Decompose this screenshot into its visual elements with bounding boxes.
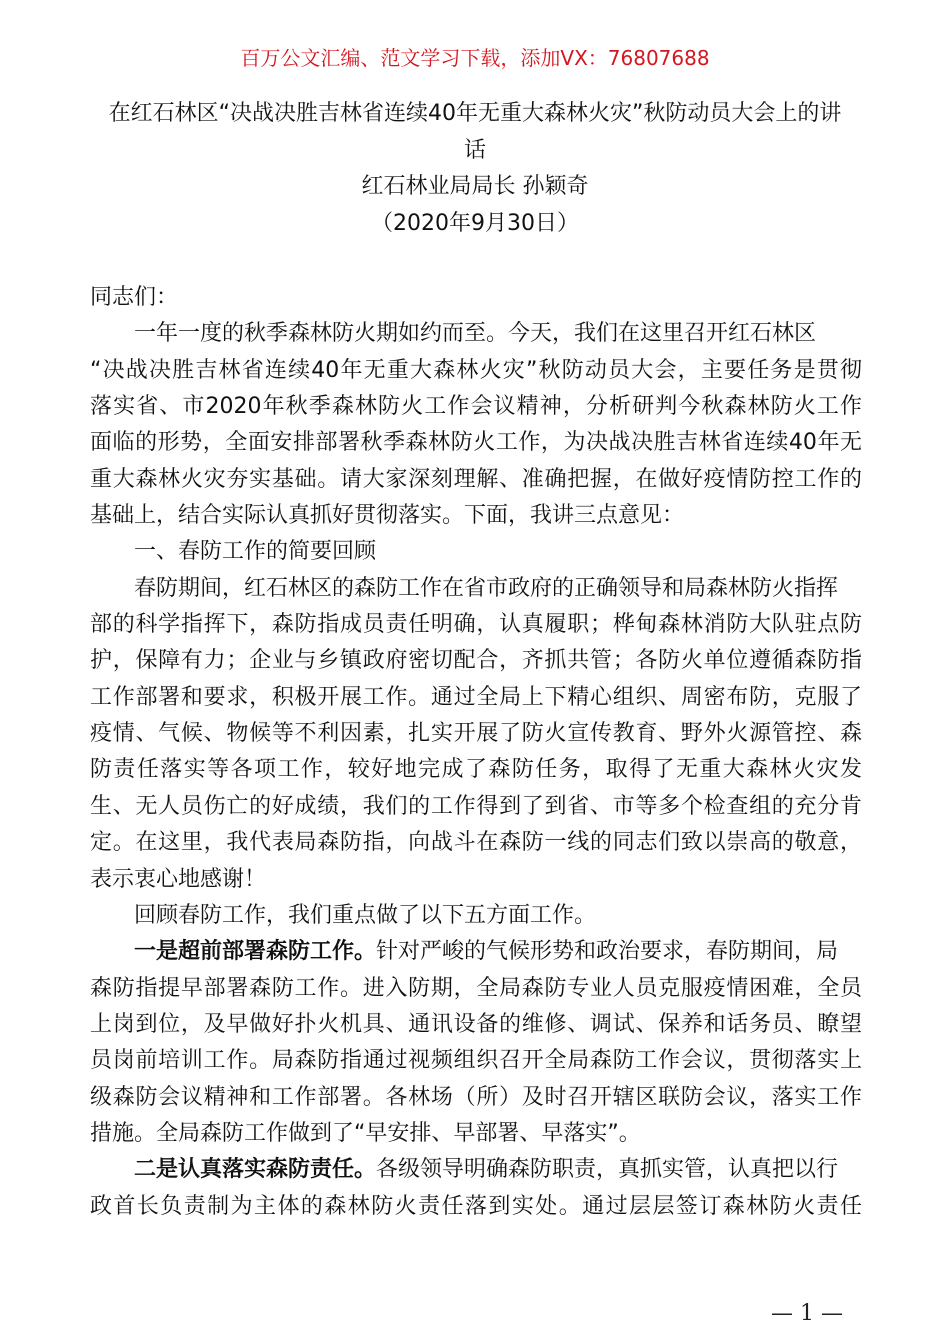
p3-line: 回顾春防工作，我们重点做了以下五方面工作。 (134, 902, 597, 928)
p4-line: 上岗到位，及早做好扑火机具、通讯设备的维修、调试、保养和话务员、瞭望 (90, 1011, 862, 1037)
title-line-2: 话 (463, 137, 486, 163)
p1-line: 一年一度的秋季森林防火期如约而至。今天，我们在这里召开红石林区 (134, 321, 817, 347)
p1-line: 落实省、市2020年秋季森林防火工作会议精神，分析研判今秋森林防火工作 (90, 394, 862, 420)
p5-line: 政首长负责制为主体的森林防火责任落到实处。通过层层签订森林防火责任 (90, 1193, 862, 1219)
p4-line: 森防指提早部署森防工作。进入防期，全局森防专业人员克服疫情困难，全员 (90, 975, 862, 1001)
p5-first-line (90, 1152, 862, 1188)
p4-first-line (90, 934, 862, 970)
title-block (88, 96, 862, 242)
speaker-line: 红石林业局局长 孙颖奇 (361, 174, 589, 199)
p2-line: 春防期间，红石林区的森防工作在省市政府的正确领导和局森林防火指挥 (134, 575, 839, 601)
title-line-1: 在红石林区“决战决胜吉林省连续40年无重大森林火灾”秋防动员大会上的讲 (108, 101, 842, 126)
p4-line: 级森防会议精神和工作部署。各林场（所）及时召开辖区联防会议，落实工作 (90, 1084, 862, 1110)
p2-line: 工作部署和要求，积极开展工作。通过全局上下精心组织、周密布防，克服了 (90, 684, 862, 710)
p2-line: 表示衷心地感谢！ (90, 866, 267, 892)
date-line: （2020年9月30日） (371, 210, 579, 236)
p1-line: 基础上，结合实际认真抓好贯彻落实。下面，我讲三点意见： (90, 503, 685, 529)
p4-line: 措施。全局森防工作做到了“早安排、早部署、早落实”。 (90, 1120, 641, 1146)
p4-lead: 一是超前部署森防工作。 (134, 939, 377, 965)
speech-body (90, 280, 862, 1225)
p2-line: 部的科学指挥下，森防指成员责任明确，认真履职；桦甸森林消防大队驻点防 (90, 612, 862, 638)
p5-lead: 二是认真落实森防责任。 (134, 1157, 377, 1183)
p2-line: 定。在这里，我代表局森防指，向战斗在森防一线的同志们致以崇高的敬意， (90, 830, 862, 856)
p2-line: 护，保障有力；企业与乡镇政府密切配合，齐抓共管；各防火单位遵循森防指 (90, 648, 862, 674)
p4-line: 员岗前培训工作。局森防指通过视频组织召开全局森防工作会议，贯彻落实上 (90, 1048, 862, 1074)
section-1-heading: 一、春防工作的简要回顾 (134, 539, 377, 565)
p2-line: 生、无人员伤亡的好成绩，我们的工作得到了到省、市等多个检查组的充分肯 (90, 793, 862, 819)
p5-first-rest: 各级领导明确森防职责，真抓实管，认真把以行 (376, 1157, 839, 1183)
download-banner: 百万公文汇编、范文学习下载，添加VX：76807688 (240, 46, 710, 70)
salutation: 同志们： (90, 285, 179, 310)
p1-line: 重大森林火灾夯实基础。请大家深刻理解、准确把握，在做好疫情防控工作的 (90, 466, 862, 492)
p4-first-rest: 针对严峻的气候形势和政治要求，春防期间，局 (376, 939, 839, 965)
p1-line: “决战决胜吉林省连续40年无重大森林火灾”秋防动员大会，主要任务是贯彻 (90, 357, 862, 383)
page-number: — 1 — (771, 1301, 843, 1326)
p2-line: 疫情、气候、物候等不利因素，扎实开展了防火宣传教育、野外火源管控、森 (90, 721, 862, 747)
p2-line: 防责任落实等各项工作，较好地完成了森防任务，取得了无重大森林火灾发 (90, 757, 862, 783)
p1-line: 面临的形势，全面安排部署秋季森林防火工作，为决战决胜吉林省连续40年无 (90, 430, 862, 456)
